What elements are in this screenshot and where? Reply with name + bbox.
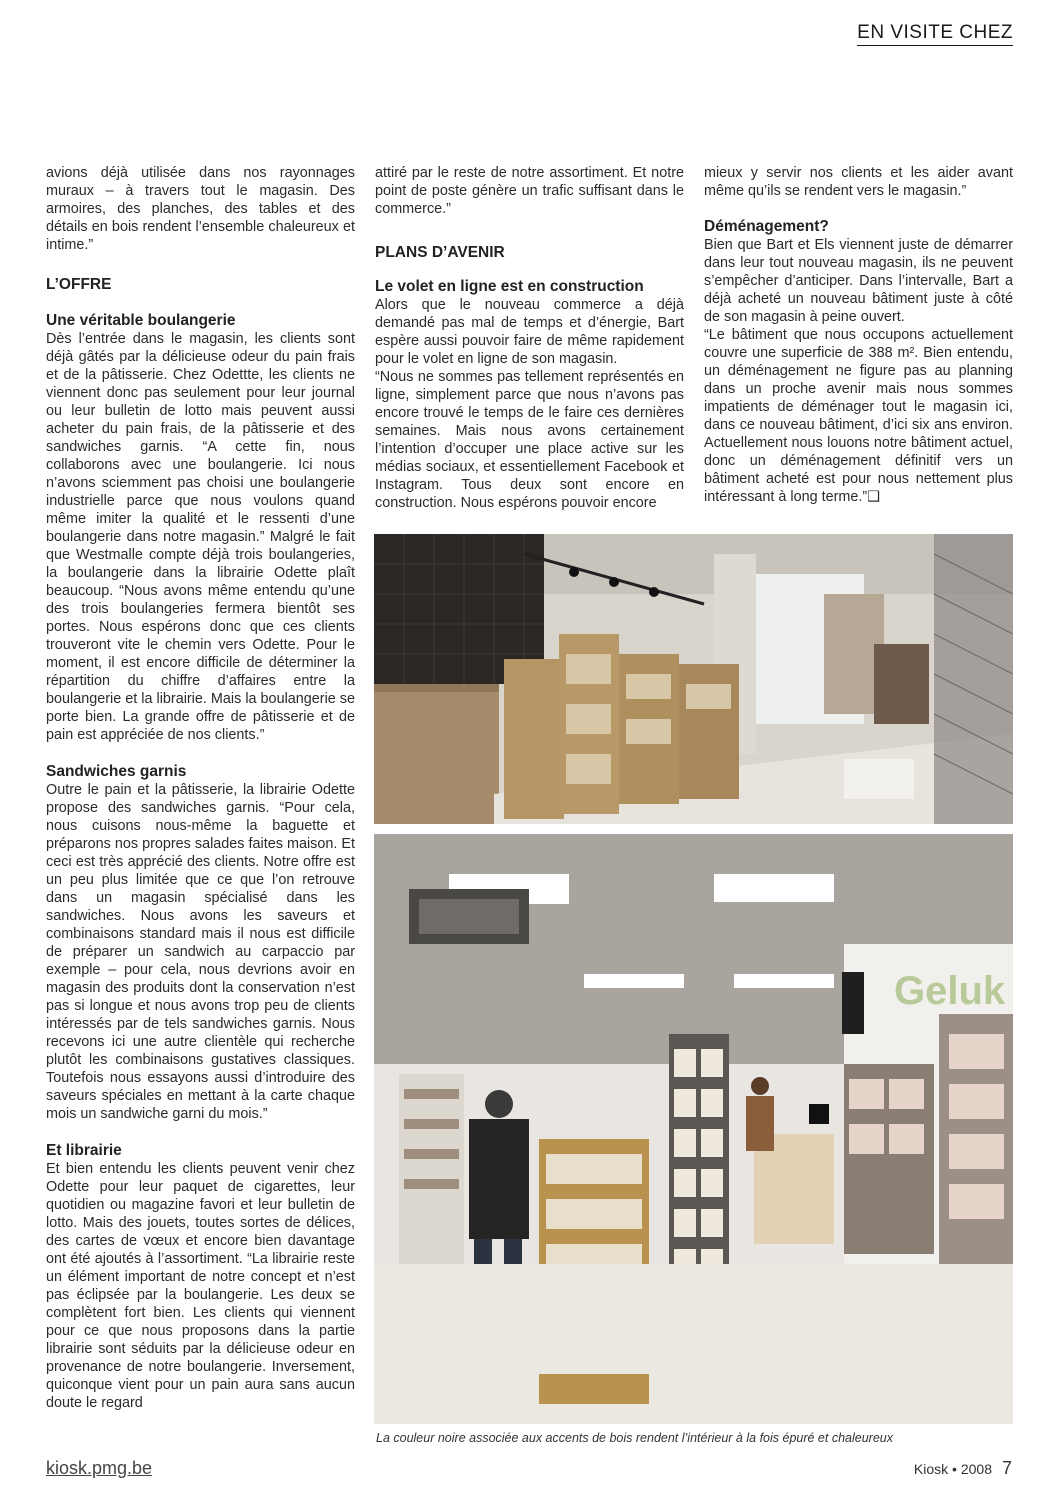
text-column-2 [375,164,684,512]
paragraph: avions déjà utilisée dans nos rayonnages muraux – à travers tout le magasin. Des armoires, des planches, des tables et des détails en bois rendent l’ensemble chaleureux et intime.” [46,165,355,253]
section-header: EN VISITE CHEZ [857,22,1013,46]
paragraph: “Nous ne sommes pas tellement représentés en ligne, simplement parce que nous n’avons pas encore trouvé le temps de le faire ces dernières semaines. Mais nous avons certainement l’intention d’occuper une place active sur les médias sociaux, et essentiellement Facebook et Instagram. Tous deux sont encore en construction. Nous espérons pouvoir encore [375,369,684,511]
shop-interior-photo-top [374,534,1013,824]
paragraph: Outre le pain et la pâtisserie, la librairie Odette propose des sandwiches garnis. “Pour cela, nous cuisons nous-même la baguette et préparons nos propres salades faites maison. Et ceci est très apprécié des clients. Notre offre est un peu plus limitée que ce que l’on retrouve dans un magasin spécialisé dans les sandwiches. Nous avons les saveurs et combinaisons standard mais il nous est difficile de préparer un sandwich au carpaccio par exemple – pour cela, nous devrions avoir en magasin des produits dont la conservation n’est pas si longue et nous avons trop peu de clients intéressés par de tels sandwiches garnis. Nous recevons ici une autre clientèle qui recherche plutôt les combinaisons gustatives classiques. Toutefois nous essayons aussi d’introduire des saveurs spéciales en mettant à la carte chaque mois un sandwiche garni du mois.” [46,782,355,1122]
subheading: Une véritable boulangerie [46,312,236,329]
text-column-1 [46,164,355,1412]
footer-publication [914,1458,1012,1479]
photo-caption: La couleur noire associée aux accents de bois rendent l’intérieur à la fois épuré et chaleureux [376,1431,893,1445]
section-heading: PLANS D’AVENIR [375,244,505,261]
store-wall-sign: Geluk [894,969,1006,1013]
footer-url[interactable]: kiosk.pmg.be [46,1458,153,1478]
subheading: Et librairie [46,1142,122,1159]
subheading: Déménagement? [704,218,829,235]
text-column-3 [704,164,1013,506]
paragraph: Bien que Bart et Els viennent juste de démarrer dans leur tout nouveau magasin, ils ne peuvent s’empêcher d’anticiper. Dans l’intervalle, Bart a déjà acheté un nouveau bâtiment juste à côté de son magasin à peine ouvert. [704,237,1013,325]
paragraph: Et bien entendu les clients peuvent venir chez Odette pour leur paquet de cigarettes, leur quotidien ou magazine favori et leur bulletin de lotto. Mais des jouets, toutes sortes de délices, des cartes de vœux et encore bien davantage ont été ajoutés à l’assortiment. “La librairie reste un élément important de notre concept et n’est pas éclipsée par la boulangerie. Les deux se complètent fort bien. Les clients qui viennent pour ce que nous proposons dans la partie librairie sont séduits par la délicieuse odeur en provenance de notre boulangerie. Inversement, quiconque vient pour un pain aura sans aucun doute le regard [46,1161,355,1411]
paragraph: Alors que le nouveau commerce a déjà demandé pas mal de temps et d’énergie, Bart espère aussi pouvoir faire de même rapidement pour le volet en ligne de son magasin. [375,297,684,367]
subheading: Sandwiches garnis [46,763,187,780]
page-number: 7 [1001,1458,1012,1478]
paragraph: Dès l’entrée dans le magasin, les clients sont déjà gâtés par la délicieuse odeur du pain frais et de la pâtisserie. Chez Odettte, les clients ne viennent donc pas seulement pour leur journal ou leur bulletin de lotto mais peuvent aussi acheter du pain frais, de la pâtisserie et des sandwiches garnis. “A cette fin, nous collaborons avec une boulangerie. Ici nous n’avons sciemment pas choisi une boulangerie industrielle parce que nous voulons quand même imiter la qualité et le ressenti d’une boulangerie dans notre magasin.” Malgré le fait que Westmalle compte déjà trois boulangeries, la boulangerie dans la librairie Odette plaît beaucoup. “Nous avons même entendu qu’une des trois boulangeries fermera bientôt ses portes. Nous espérons donc que ces clients trouveront vite le chemin vers Odette. Pour le moment, il est encore difficile de déterminer la répartition du chiffre d’affaires entre la boulangerie et la librairie. Mais la boulangerie se porte bien. La grande offre de pâtisserie et de pain est appréciée de nos clients.” [46,331,355,743]
paragraph: attiré par le reste de notre assortiment. Et notre point de poste génère un trafic suffisant dans le commerce.” [375,165,684,217]
paragraph: mieux y servir nos clients et les aider avant même qu’ils se rendent vers le magasin.” [704,165,1013,199]
subheading: Le volet en ligne est en construction [375,278,644,295]
paragraph: “Le bâtiment que nous occupons actuellement couvre une superficie de 388 m². Bien entendu, un déménagement ne figure pas au planning dans un proche avenir mais nous sommes impatients de déménager tout le magasin ici, dans ce nouveau bâtiment, d’ici six ans environ. Actuellement nous louons notre bâtiment actuel, donc un déménagement définitif vers un bâtiment acheté est pour nous nettement plus intéressant à long terme.”❑ [704,327,1013,505]
magazine-issue: Kiosk • 2008 [913,1461,992,1477]
section-heading: L’OFFRE [46,276,112,293]
shop-interior-photo-bottom [374,834,1013,1424]
